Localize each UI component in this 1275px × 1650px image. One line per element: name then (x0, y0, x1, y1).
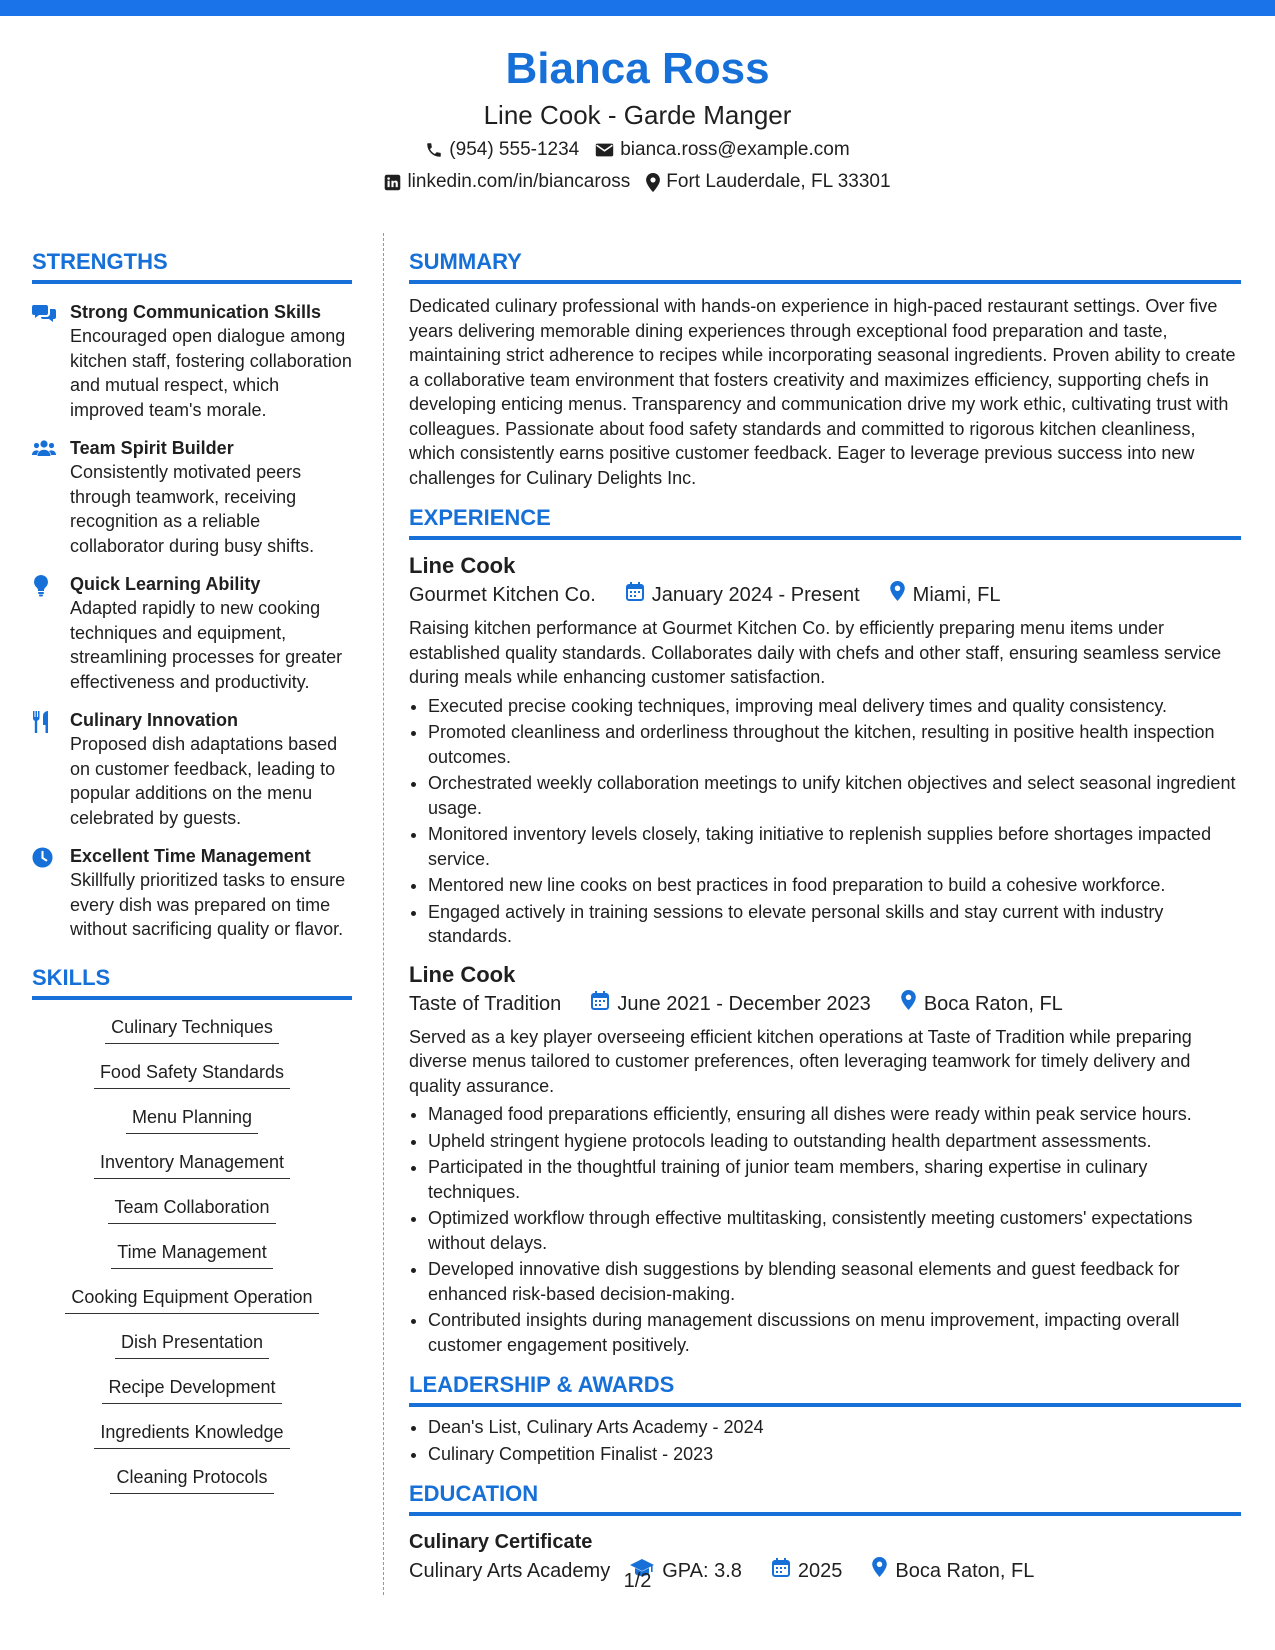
bullet-item: • Monitored inventory levels closely, taking initiative to replenish supplies before shortages impacted service. (428, 822, 1241, 871)
summary-heading: SUMMARY (409, 248, 1241, 284)
strength-desc: Adapted rapidly to new cooking techniques and equipment, streamlining processes for greater effectiveness and productivity. (70, 598, 343, 692)
job-dates: June 2021 - December 2023 (617, 992, 871, 1015)
job-location: Miami, FL (912, 584, 1001, 606)
map-pin-icon (901, 989, 916, 1019)
job-bullets (409, 694, 1241, 949)
strength-title: Quick Learning Ability (70, 574, 261, 594)
experience-section (409, 504, 1241, 1357)
bullet-item: • Developed innovative dish suggestions by blending seasonal elements and guest feedback for enhanced risk-based decision-making. (428, 1257, 1241, 1306)
job-title: Line Cook (409, 961, 516, 987)
map-pin-icon (890, 580, 905, 610)
users-icon (32, 436, 56, 558)
strength-title: Excellent Time Management (70, 846, 311, 866)
strength-item (32, 300, 352, 422)
candidate-role: Line Cook - Garde Manger (483, 100, 792, 130)
skill-tag: Team Collaboration (108, 1194, 275, 1224)
strength-desc: Encouraged open dialogue among kitchen staff, fostering collaboration and mutual respect, which improved team's morale. (70, 326, 352, 420)
column-divider (383, 233, 384, 1595)
linkedin-icon (384, 174, 401, 191)
education-year: 2025 (797, 1560, 843, 1582)
education-location: Boca Raton, FL (895, 1560, 1035, 1582)
bullet-item: • Contributed insights during management discussions on menu improvement, impacting overall customer engagement positively. (428, 1308, 1241, 1357)
skill-tag: Menu Planning (126, 1104, 258, 1134)
skill-tag: Inventory Management (94, 1149, 290, 1179)
strength-desc: Proposed dish adaptations based on customer feedback, leading to popular additions on the menu celebrated by guests. (70, 734, 338, 828)
leadership-bullets (409, 1415, 1241, 1466)
award-item: • Culinary Competition Finalist - 2023 (428, 1442, 1241, 1467)
bullet-item: • Participated in the thoughtful training of junior team members, sharing expertise in culinary techniques. (428, 1155, 1241, 1204)
strength-title: Team Spirit Builder (70, 438, 234, 458)
clock-icon (32, 844, 56, 942)
job-location: Boca Raton, FL (923, 992, 1063, 1015)
job-entry (409, 552, 1241, 949)
job-company: Gourmet Kitchen Co. (409, 584, 596, 606)
phone-contact[interactable] (425, 134, 579, 166)
skill-tag: Recipe Development (102, 1374, 281, 1404)
education-heading: EDUCATION (409, 1480, 1241, 1516)
school-name: Culinary Arts Academy (409, 1560, 611, 1582)
candidate-name: Bianca Ross (505, 44, 770, 93)
resume-header (0, 40, 1275, 198)
skill-tag: Time Management (111, 1239, 272, 1269)
skills-heading: SKILLS (32, 964, 352, 1000)
strength-desc: Consistently motivated peers through teamwork, receiving recognition as a reliable collaborator during busy shifts. (70, 462, 315, 556)
strength-item (32, 436, 352, 558)
map-pin-icon (646, 173, 660, 192)
job-bullets (409, 1102, 1241, 1357)
bullet-item: • Upheld stringent hygiene protocols leading to outstanding health department assessments. (428, 1129, 1241, 1154)
job-description: Raising kitchen performance at Gourmet Kitchen Co. by efficiently preparing menu items under established quality standards. Collaborates daily with chefs and other staff, ensuring seamless service during meals while enhancing customer satisfaction. (409, 618, 1222, 687)
job-dates: January 2024 - Present (651, 584, 860, 606)
bullet-item: • Optimized workflow through effective multitasking, consistently meeting customers' expectations without delays. (428, 1206, 1241, 1255)
skill-tag: Culinary Techniques (105, 1014, 279, 1044)
contact-row-1 (0, 134, 1275, 166)
skill-tag: Cooking Equipment Operation (65, 1284, 318, 1314)
location-text: Fort Lauderdale, FL 33301 (666, 171, 891, 192)
strength-desc: Skillfully prioritized tasks to ensure every dish was prepared on time without sacrificing quality or flavor. (70, 870, 346, 939)
job-title: Line Cook (409, 553, 516, 578)
linkedin-text: linkedin.com/in/biancaross (407, 171, 631, 192)
lightbulb-icon (32, 572, 56, 694)
location-contact (646, 166, 890, 198)
strength-item (32, 572, 352, 694)
bullet-item: • Promoted cleanliness and orderliness throughout the kitchen, resulting in positive health inspection outcomes. (428, 720, 1241, 769)
contact-row-2 (0, 166, 1275, 198)
phone-text: (954) 555-1234 (449, 139, 580, 160)
skill-tag: Cleaning Protocols (110, 1464, 273, 1494)
email-text: bianca.ross@example.com (620, 139, 850, 160)
bullet-item: • Executed precise cooking techniques, improving meal delivery times and quality consistency. (428, 694, 1241, 719)
calendar-icon (591, 989, 609, 1019)
degree-title: Culinary Certificate (409, 1531, 593, 1553)
skill-tag: Dish Presentation (115, 1329, 269, 1359)
left-column (32, 248, 352, 1509)
linkedin-contact[interactable] (384, 166, 630, 198)
strength-item (32, 708, 352, 830)
chat-bubbles-icon (32, 300, 56, 422)
bullet-item: • Orchestrated weekly collaboration meetings to unify kitchen objectives and select seasonal ingredient usage. (428, 771, 1241, 820)
strength-item (32, 844, 352, 942)
leadership-heading: LEADERSHIP & AWARDS (409, 1371, 1241, 1407)
award-item: • Dean's List, Culinary Arts Academy - 2024 (428, 1415, 1241, 1440)
email-contact[interactable] (595, 134, 849, 166)
job-meta (409, 580, 1241, 610)
job-company: Taste of Tradition (409, 992, 562, 1015)
right-column (409, 248, 1241, 1586)
experience-heading: EXPERIENCE (409, 504, 1241, 540)
strengths-heading: STRENGTHS (32, 248, 352, 284)
skill-tag: Food Safety Standards (94, 1059, 290, 1089)
calendar-icon (626, 580, 644, 610)
top-accent-bar (0, 0, 1275, 16)
job-description: Served as a key player overseeing efficient kitchen operations at Taste of Tradition while preparing diverse menus tailored to customer preferences, often leveraging teamwork for timely delivery and quality assurance. (409, 1026, 1192, 1096)
bullet-item: • Managed food preparations efficiently, ensuring all dishes were ready within peak service hours. (428, 1102, 1241, 1127)
summary-text: Dedicated culinary professional with hands-on experience in high-paced restaurant settings. Over five years delivering memorable dining experiences through exceptional food preparation and taste, maintaining strict adherence to recipes while incorporating seasonal ingredients. Proven ability to create a collaborative team environment that fosters creativity and maximizes efficiency, supporting chefs in developing enticing menus. Transparency and communication drive my work ethic, cultivating trust with colleagues. Passionate about food safety standards and committed to rigorous kitchen cleanliness, which consistently earns positive customer feedback. Eager to leverage previous success into new challenges for Culinary Delights Inc. (409, 296, 1236, 488)
envelope-icon (595, 142, 614, 158)
strength-title: Culinary Innovation (70, 710, 239, 730)
job-meta (409, 989, 1241, 1019)
leadership-section (409, 1371, 1241, 1466)
utensils-icon (32, 708, 56, 830)
gpa-text: GPA: 3.8 (662, 1560, 742, 1582)
job-entry (409, 961, 1241, 1358)
skills-list (32, 1014, 352, 1509)
phone-icon (425, 141, 443, 159)
strength-title: Strong Communication Skills (70, 302, 322, 322)
bullet-item: • Engaged actively in training sessions to elevate personal skills and stay current with industry standards. (428, 900, 1241, 949)
skill-tag: Ingredients Knowledge (94, 1419, 289, 1449)
page-number: 1/2 (623, 1570, 652, 1592)
bullet-item: • Mentored new line cooks on best practices in food preparation to build a cohesive workforce. (428, 873, 1241, 898)
